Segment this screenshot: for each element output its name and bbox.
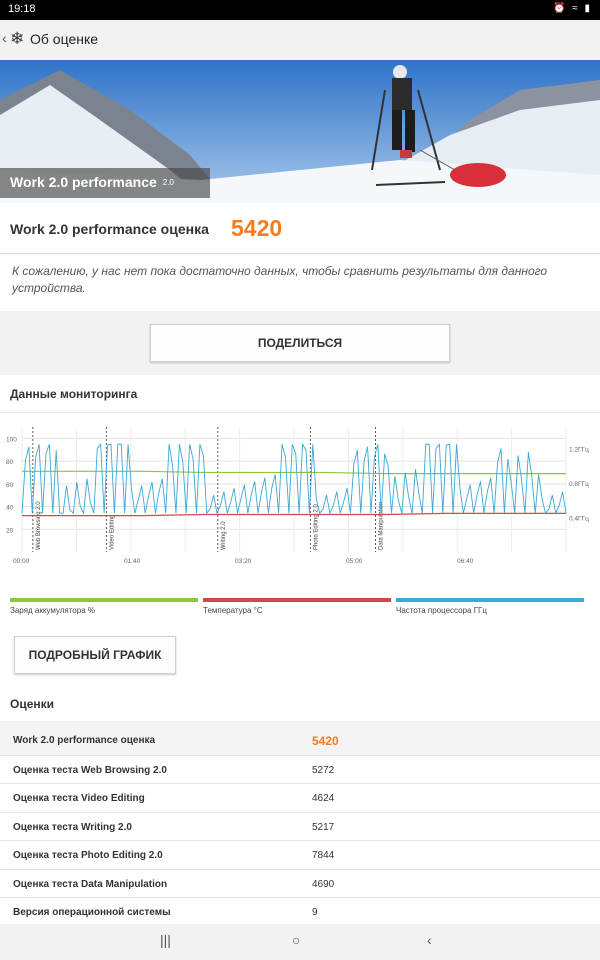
row-key: Оценка теста Data Manipulation [13,878,168,890]
scores-header [0,691,600,721]
legend-temperature [203,598,391,615]
monitoring-section [0,375,600,691]
row-key: Work 2.0 performance оценка [13,735,156,746]
table-row [0,784,600,812]
y-right-tick-label: 0.8ГГц [569,481,589,489]
y-tick-label: 80 [6,459,14,467]
legend-cpu-label: Частота процессора ГГц [396,606,487,615]
table-row [0,724,600,756]
table-row [0,813,600,841]
y-tick-label: 60 [6,481,14,489]
test-marker-label: Writing 2.0 [220,521,227,550]
legend-temperature-label: Температура °C [203,606,263,615]
share-button[interactable]: ПОДЕЛИТЬСЯ [150,324,450,362]
legend-cpu-bar [396,598,584,602]
divider [0,412,600,413]
snowflake-logo-icon: ❄ [10,29,25,48]
back-nav-icon[interactable]: ‹ [427,932,432,948]
page-title: Об оценке [30,31,99,47]
row-value: 5217 [312,821,335,833]
test-marker-label: Data Manipulation [378,501,385,550]
table-row [0,870,600,898]
status-bar [0,0,600,20]
row-key: Оценка теста Web Browsing 2.0 [13,765,167,776]
monitoring-title: Данные мониторинга [10,387,138,401]
legend-battery-label: Заряд аккумулятора % [10,606,95,615]
hero-title-text: Work 2.0 performance [10,174,157,190]
legend-cpu [396,598,584,615]
table-row [0,841,600,869]
monitoring-chart [0,422,600,592]
x-tick-label: 06:40 [457,558,474,565]
home-icon[interactable]: ○ [292,932,301,948]
notice-text: К сожалению, у нас нет пока достаточно данных, чтобы сравнить результаты для данного устройства. [0,255,600,311]
legend-battery-bar [10,598,198,602]
row-value: 5420 [312,734,339,748]
hero-version: 2.0 [162,178,174,187]
scores-table [0,724,600,926]
system-nav-bar [0,924,600,960]
row-value: 4624 [312,793,335,805]
back-icon[interactable]: ‹ [2,30,7,46]
table-row [0,898,600,926]
x-tick-label: 03:20 [235,558,252,565]
y-tick-label: 20 [6,527,14,535]
y-right-tick-label: 1.2ГГц [569,446,589,454]
legend-battery [10,598,198,615]
scores-title: Оценки [10,697,55,711]
table-row [0,756,600,784]
row-value: 5272 [312,765,335,776]
row-value: 4690 [312,878,335,890]
row-key: Оценка теста Writing 2.0 [13,821,132,833]
row-value: 9 [312,906,318,918]
test-marker-label: Web Browsing 2.0 [35,501,42,550]
score-label: Work 2.0 performance оценка [10,221,209,237]
y-right-tick-label: 0.4ГГц [569,515,589,523]
row-key: Оценка теста Video Editing [13,793,145,805]
status-icons: ⏰ ≈ ▮ [553,3,592,14]
x-tick-label: 05:00 [346,558,363,565]
x-tick-label: 01:40 [124,558,141,565]
score-value: 5420 [231,215,283,241]
row-key: Версия операционной системы [13,906,171,918]
x-tick-label: 00:00 [13,558,30,565]
score-card [0,203,600,254]
hero-title [0,168,210,198]
y-tick-label: 100 [6,436,17,444]
detailed-chart-button[interactable]: ПОДРОБНЫЙ ГРАФИК [14,636,176,674]
row-value: 7844 [312,850,335,862]
legend-temperature-bar [203,598,391,602]
recent-apps-icon[interactable]: ||| [160,932,171,948]
test-marker-label: Photo Editing 2.0 [313,504,320,550]
app-bar [0,20,600,60]
test-marker-label: Video Editing [109,514,116,550]
row-key: Оценка теста Photo Editing 2.0 [13,850,163,862]
status-time: 19:18 [8,3,36,15]
y-tick-label: 40 [6,504,14,512]
